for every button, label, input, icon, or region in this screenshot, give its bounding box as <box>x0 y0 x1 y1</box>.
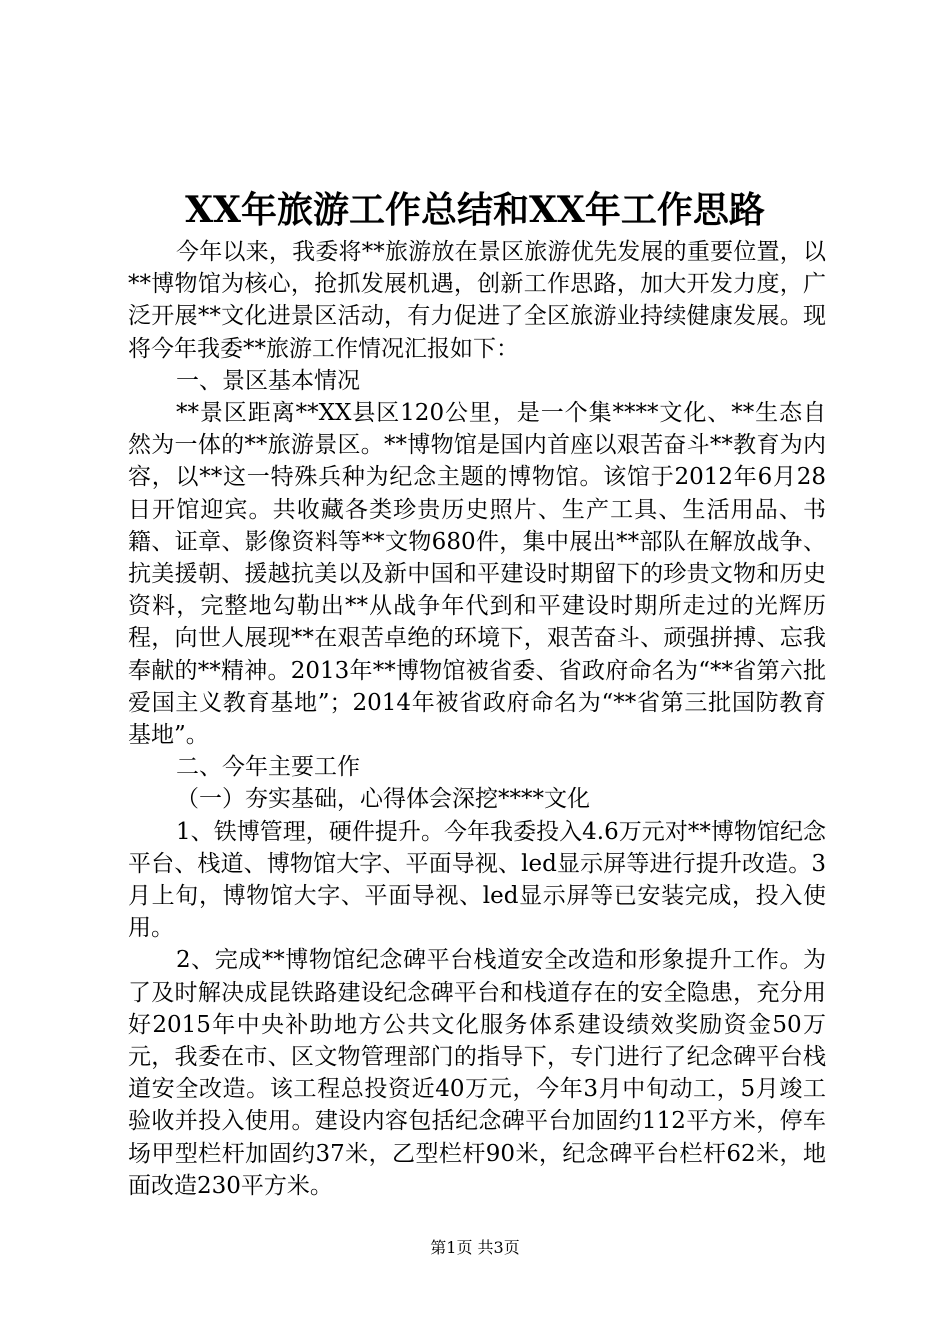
page-footer: 第1页 共3页 <box>430 1238 520 1257</box>
paragraph-scenic-overview: **景区距离**XX县区120公里，是一个集****文化、**生态自然为一体的**旅游景区。**博物馆是国内首座以艰苦奋斗**教育为内容，以**这一特殊兵种为纪念主题的博物馆。该馆于2012年6月28日开馆迎宾。共收藏各类珍贵历史照片、生产工具、生活用品、书籍、证章、影像资料等**文物680件，集中展出**部队在解放战争、抗美援朝、援越抗美以及新中国和平建设时期留下的珍贵文物和历史资料，完整地勾勒出**从战争年代到和平建设时期所走过的光辉历程，向世人展现**在艰苦卓绝的环境下，艰苦奋斗、顽强拼搏、忘我奉献的**精神。2013年**博物馆被省委、省政府命名为“**省第六批爱国主义教育基地”；2014年被省政府命名为“**省第三批国防教育基地”。 <box>128 400 826 749</box>
paragraph-intro: 今年以来，我委将**旅游放在景区旅游优先发展的重要位置，以**博物馆为核心，抢抓发展机遇，创新工作思路，加大开发力度，广泛开展**文化进景区活动，有力促进了全区旅游业持续健康发展。现将今年我委**旅游工作情况汇报如下： <box>128 239 826 362</box>
heading-subsection-1: （一）夯实基础，心得体会深挖****文化 <box>176 786 590 813</box>
document-body <box>128 236 826 1202</box>
paragraph-item-1: 1、铁博管理，硬件提升。今年我委投入4.6万元对**博物馆纪念平台、栈道、博物馆大字、平面导视、led显示屏等进行提升改造。3月上旬，博物馆大字、平面导视、led显示屏等已安装完成，投入使用。 <box>128 818 826 942</box>
heading-section-1: 一、景区基本情况 <box>176 367 360 394</box>
paragraph-item-2: 2、完成**博物馆纪念碑平台栈道安全改造和形象提升工作。为了及时解决成昆铁路建设纪念碑平台和栈道存在的安全隐患，充分用好2015年中央补助地方公共文化服务体系建设绩效奖励资金50万元，我委在市、区文物管理部门的指导下，专门进行了纪念碑平台栈道安全改造。该工程总投资近40万元，今年3月中旬动工，5月竣工验收并投入使用。建设内容包括纪念碑平台加固约112平方米，停车场甲型栏杆加固约37米，乙型栏杆90米，纪念碑平台栏杆62米，地面改造230平方米。 <box>128 947 826 1199</box>
heading-section-2: 二、今年主要工作 <box>176 754 360 781</box>
document-title: XX年旅游工作总结和XX年工作思路 <box>185 189 765 231</box>
